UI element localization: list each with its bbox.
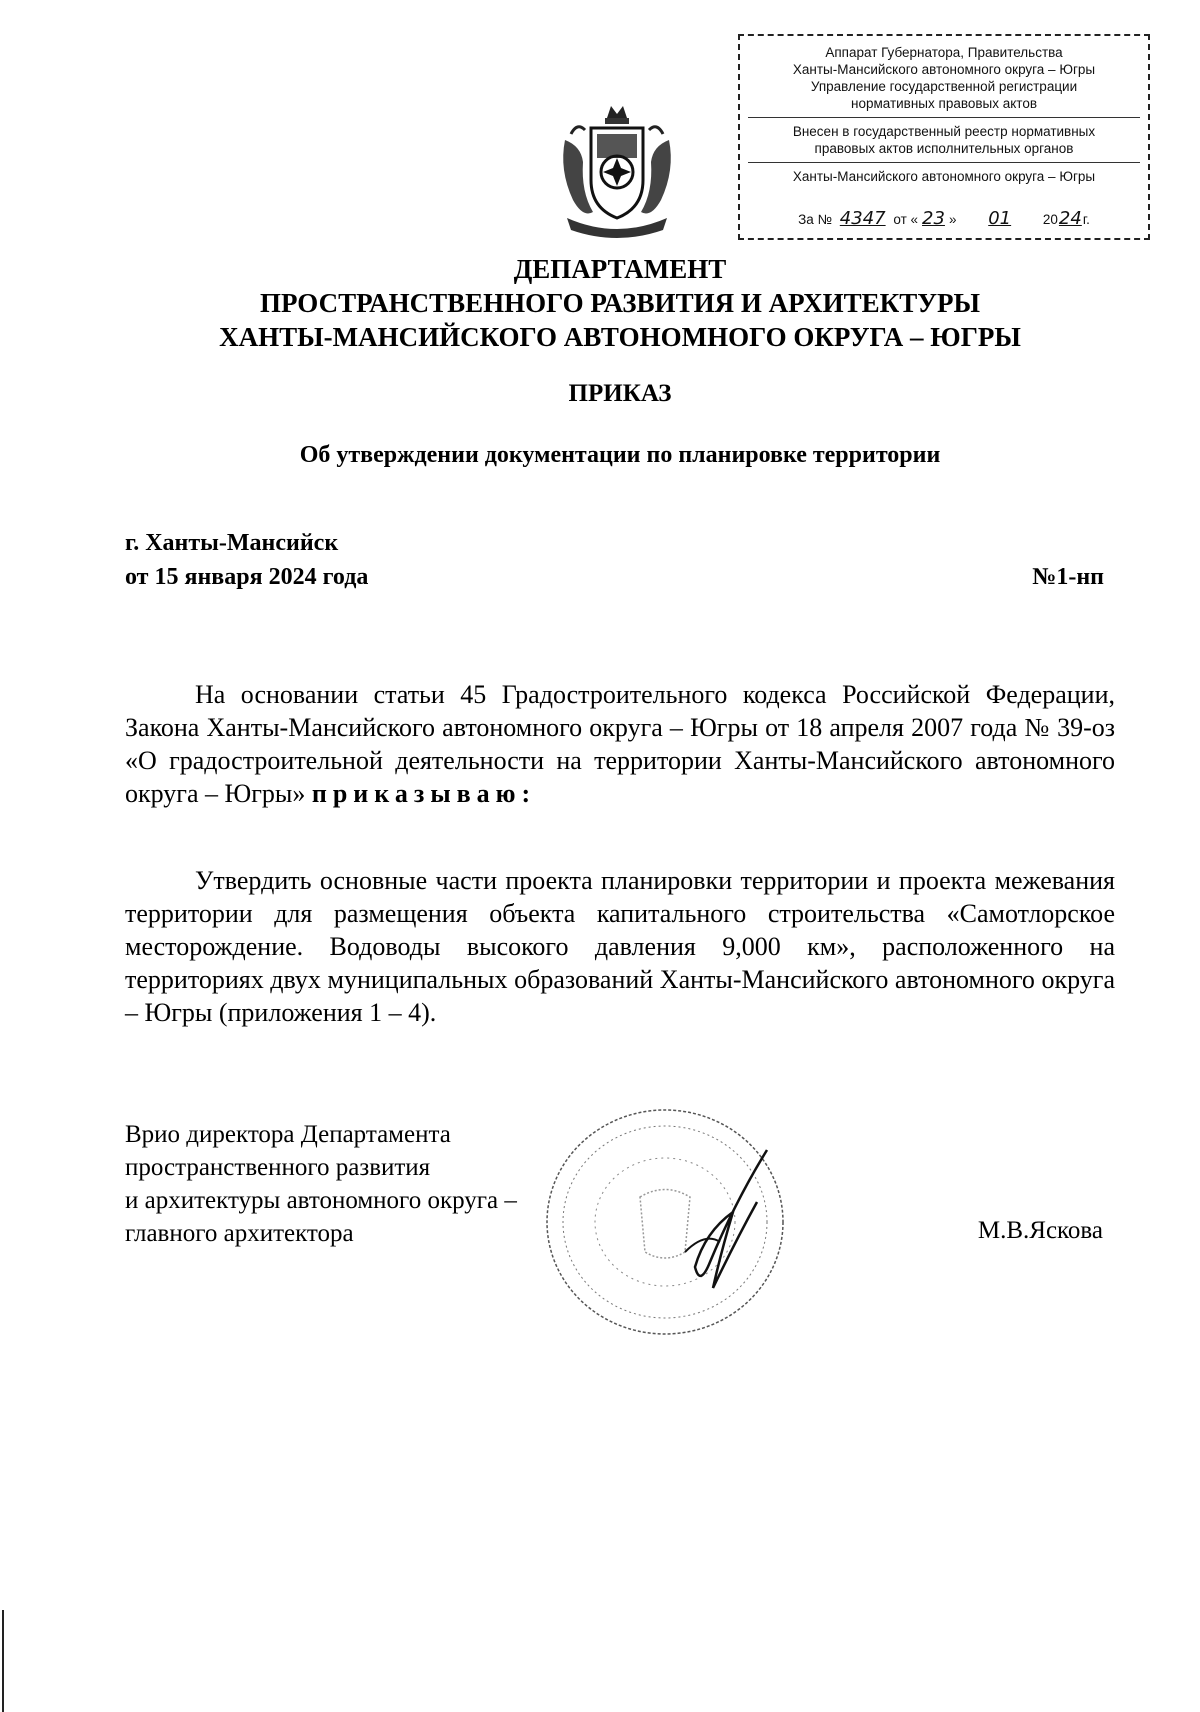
document-date: от 15 января 2024 года	[125, 564, 369, 590]
paragraph-approval: Утвердить основные части проекта планировки территории и проекта межевания территории для размещения объекта капитального строительства «Самотлорское месторождение. Водоводы высокого давления 9,000 км», расположенного на территориях двух муниципальных образований Ханты-Мансийского автономного округа – Югры (приложения 1 – 4).	[125, 866, 1115, 1027]
stamp-line: Ханты-Мансийского автономного округа – Югры	[792, 62, 1096, 77]
signatory-name: М.В.Яскова	[977, 1217, 1103, 1244]
stamp-line: Внесен в государственный реестр нормативных	[792, 124, 1096, 139]
stamp-line: Аппарат Губернатора, Правительства	[825, 45, 1063, 60]
coat-of-arms-icon	[553, 100, 681, 240]
official-seal-icon	[535, 1092, 805, 1342]
signatory-title	[125, 1118, 565, 1250]
stamp-divider	[748, 162, 1140, 163]
reg-year-suffix: 24	[1058, 208, 1082, 229]
document-type: ПРИКАЗ	[568, 380, 672, 407]
margin-mark	[2, 1610, 4, 1712]
stamp-registration-row	[740, 210, 1148, 228]
signatory-line: и архитектуры автономного округа –	[125, 1187, 517, 1214]
stamp-divider	[748, 117, 1140, 118]
stamp-line: Ханты-Мансийского автономного округа – Югры	[792, 169, 1096, 184]
reg-year-prefix: 20	[1042, 212, 1058, 227]
reg-month: 01	[988, 208, 1012, 229]
signatory-line: главного архитектора	[125, 1220, 354, 1247]
document-number: №1-нп	[1032, 564, 1104, 590]
reg-year-end: г.	[1082, 212, 1090, 227]
reg-from: от «	[893, 212, 919, 227]
paragraph-basis	[125, 678, 1115, 810]
document-subject: Об утверждении документации по планировке территории	[299, 442, 941, 468]
reg-day: 23	[922, 208, 945, 229]
department-line: ПРОСТРАНСТВЕННОГО РАЗВИТИЯ И АРХИТЕКТУРЫ	[259, 288, 981, 318]
stamp-line: правовых актов исполнительных органов	[814, 141, 1074, 156]
stamp-line: нормативных правовых актов	[850, 96, 1038, 111]
signatory-line: пространственного развития	[125, 1154, 431, 1181]
basis-text: На основании статьи 45 Градостроительного кодекса Российской Федерации, Закона Ханты-Мансийского автономного округа – Югры от 18 апреля 2007 года № 39-оз «О градостроительной деятельности на территории Ханты-Мансийского автономного округа – Югры»	[125, 680, 1115, 808]
order-word: приказываю:	[311, 779, 537, 808]
stamp-line: Управление государственной регистрации	[810, 79, 1078, 94]
document-city: г. Ханты-Мансийск	[125, 530, 339, 556]
signatory-line: Врио директора Департамента	[125, 1121, 451, 1148]
department-line: ДЕПАРТАМЕНТ	[513, 254, 727, 284]
department-line: ХАНТЫ-МАНСИЙСКОГО АВТОНОМНОГО ОКРУГА – ЮГРЫ	[219, 322, 1021, 352]
department-title	[0, 252, 1200, 354]
reg-day-close: »	[948, 212, 957, 227]
registration-stamp	[738, 34, 1150, 240]
reg-number: 4347	[839, 208, 886, 229]
reg-prefix: За №	[798, 212, 833, 227]
